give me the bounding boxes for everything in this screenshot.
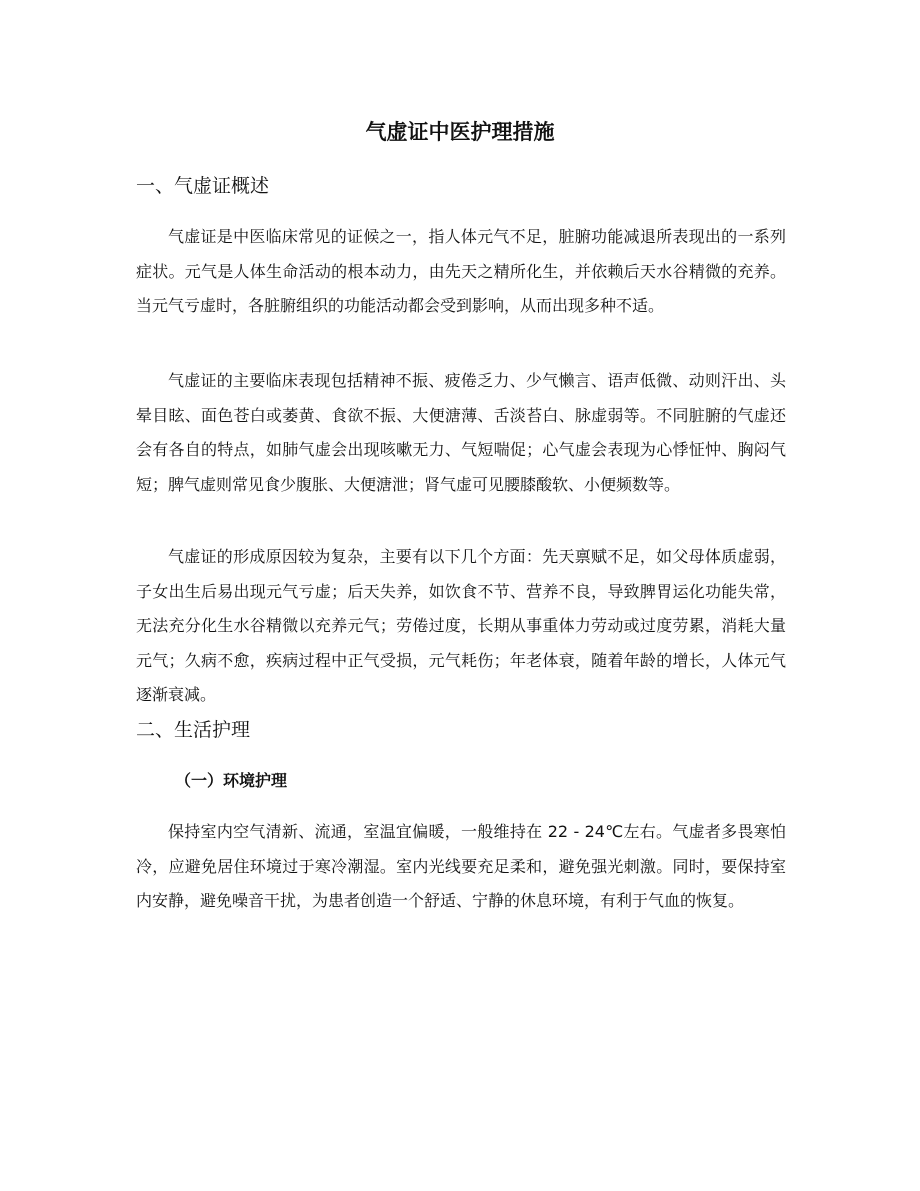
subsection-heading-environment: （一）环境护理 xyxy=(175,771,288,790)
paragraph-overview-definition: 气虚证是中医临床常见的证候之一，指人体元气不足，脏腑功能减退所表现出的一系列症状。元气是人体生命活动的根本动力，由先天之精所化生，并依赖后天水谷精微的充养。当元气亏虚时，各脏腑组织的功能活动都会受到影响，从而出现多种不适。 xyxy=(136,227,786,315)
section-heading-life-care: 二、生活护理 xyxy=(136,719,251,741)
section-heading-overview: 一、气虚证概述 xyxy=(136,175,270,197)
paragraph-environment-care: 保持室内空气清新、流通，室温宜偏暖，一般维持在 22 - 24℃左右。气虚者多畏寒怕冷，应避免居住环境过于寒冷潮湿。室内光线要充足柔和，避免强光刺激。同时，要保持室内安静，避免噪音干扰，为患者创造一个舒适、宁静的休息环境，有利于气血的恢复。 xyxy=(136,822,786,910)
paragraph-overview-causes: 气虚证的形成原因较为复杂，主要有以下几个方面：先天禀赋不足，如父母体质虚弱，子女出生后易出现元气亏虚；后天失养，如饮食不节、营养不良，导致脾胃运化功能失常，无法充分化生水谷精微以充养元气；劳倦过度，长期从事重体力劳动或过度劳累，消耗大量元气；久病不愈，疾病过程中正气受损，元气耗伤；年老体衰，随着年龄的增长，人体元气逐渐衰减。 xyxy=(136,547,786,704)
document-title: 气虚证中医护理措施 xyxy=(365,120,555,144)
paragraph-overview-symptoms: 气虚证的主要临床表现包括精神不振、疲倦乏力、少气懒言、语声低微、动则汗出、头晕目眩、面色苍白或萎黄、食欲不振、大便溏薄、舌淡苔白、脉虚弱等。不同脏腑的气虚还会有各自的特点，如肺气虚会出现咳嗽无力、气短喘促；心气虚会表现为心悸怔忡、胸闷气短；脾气虚则常见食少腹胀、大便溏泄；肾气虚可见腰膝酸软、小便频数等。 xyxy=(136,371,786,494)
